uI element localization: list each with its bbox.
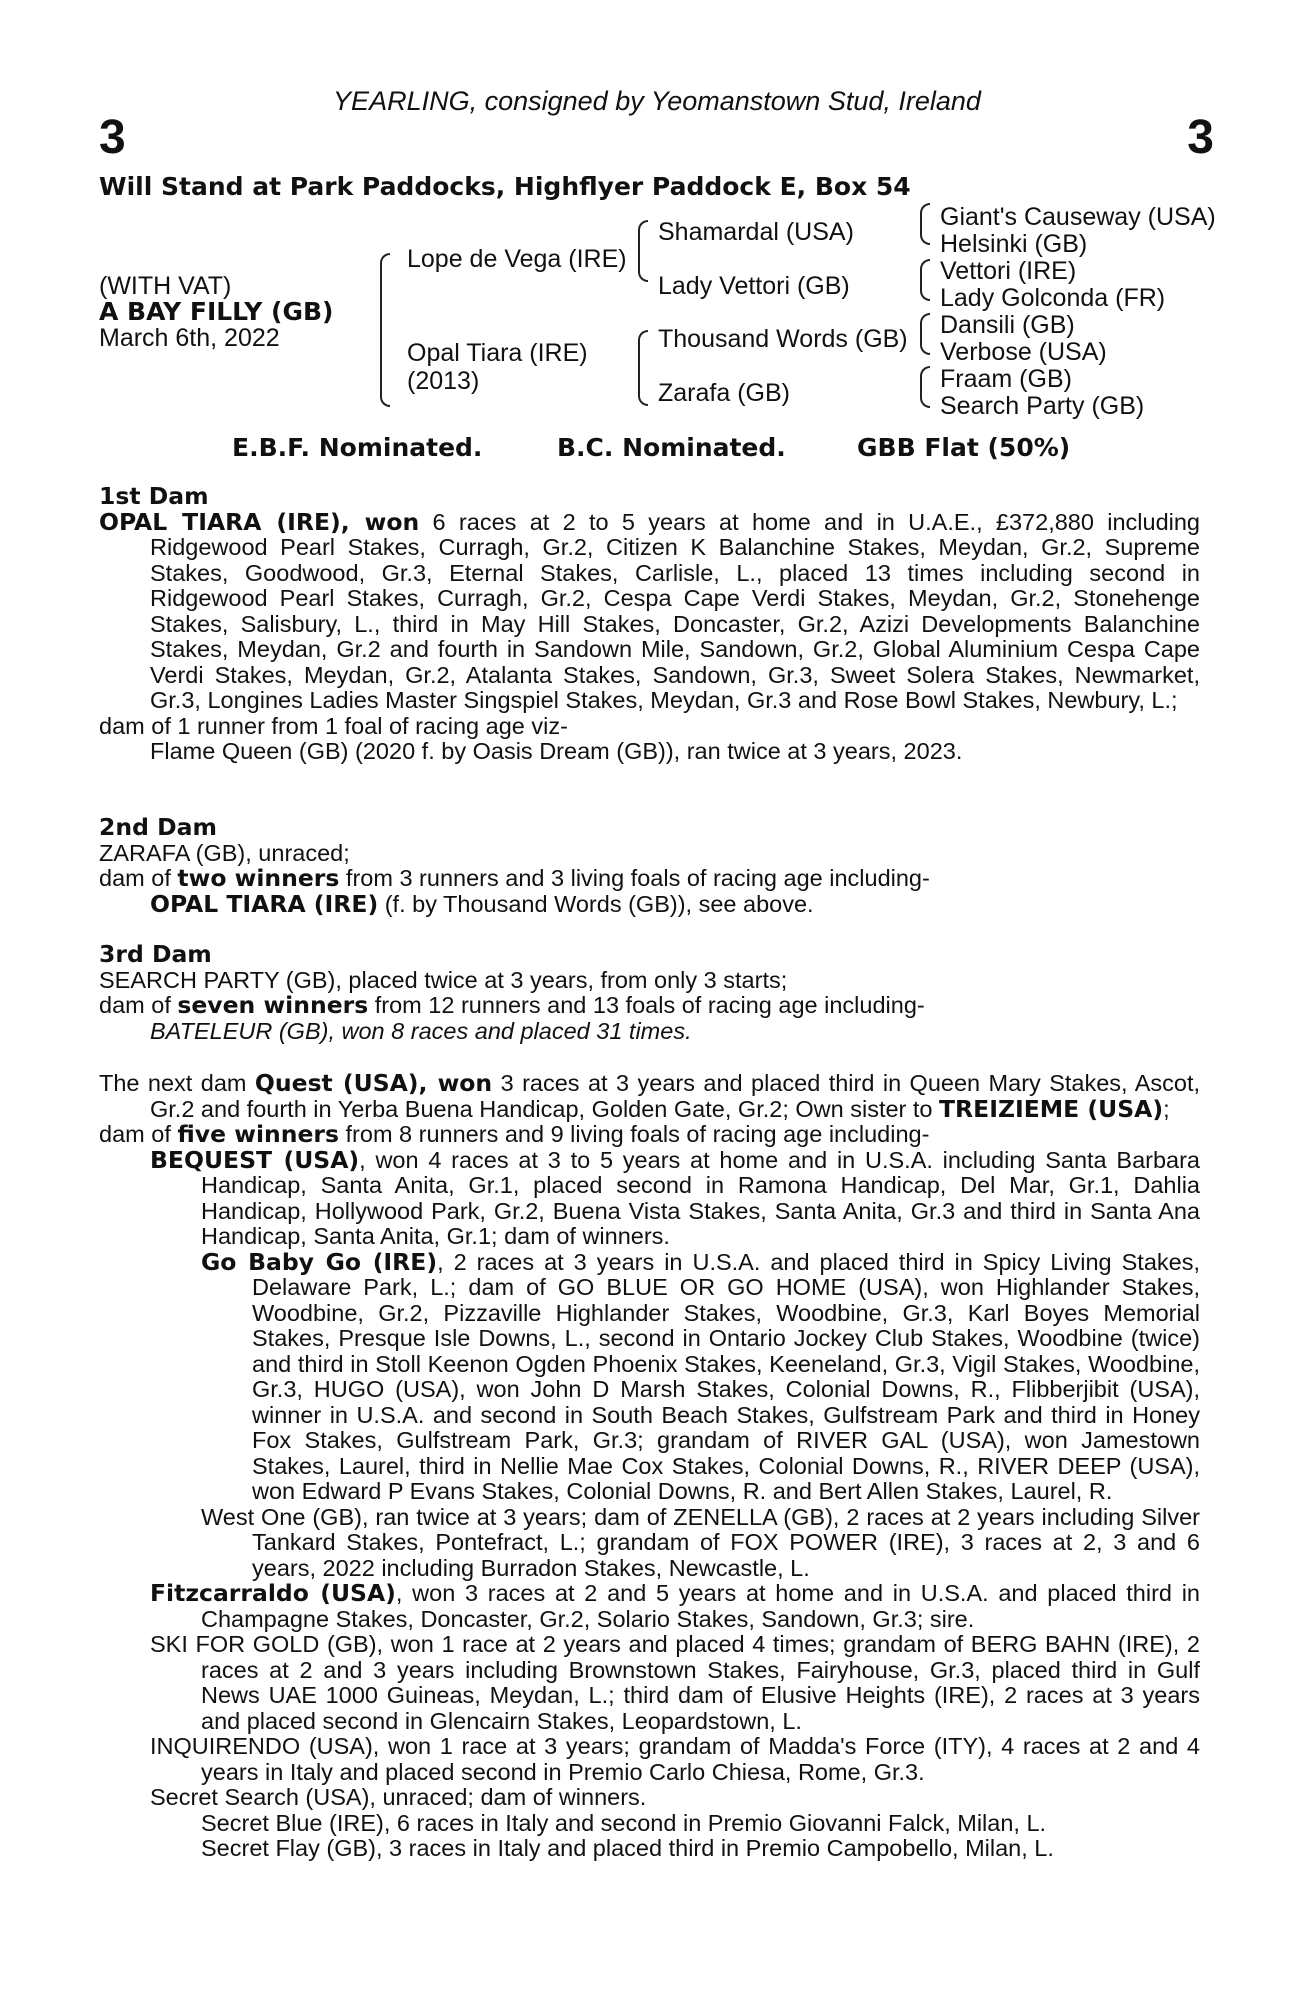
- pedigree-dsd: Verbose (USA): [940, 338, 1107, 366]
- pedigree-dds: Fraam (GB): [940, 365, 1072, 393]
- third-dam-foal: BATELEUR (GB), won 8 races and placed 31 times.: [150, 1017, 692, 1044]
- west-one-entry: West One (GB), ran twice at 3 years; dam of ZENELLA (GB), 2 races at 2 years including Silver Tankard Stakes, Pontefract, L.; grandam of FOX POWER (IRE), 3 races at 2, 3 and 6 years, 2022 including Burradon Stakes, Newcastle, L.: [201, 1503, 1200, 1581]
- pedigree-brace-dd: [920, 366, 930, 408]
- ebf-nominated: E.B.F. Nominated.: [232, 433, 483, 462]
- pedigree-ddd: Search Party (GB): [940, 392, 1145, 420]
- pedigree-brace-dam: [638, 330, 648, 406]
- first-dam-foal: Flame Queen (GB) (2020 f. by Oasis Dream (GB)), ran twice at 3 years, 2023.: [150, 738, 963, 764]
- pedigree-sire-sire: Shamardal (USA): [658, 218, 854, 246]
- pedigree-sire-dam: Lady Vettori (GB): [658, 272, 850, 300]
- catalogue-header: YEARLING, consigned by Yeomanstown Stud, Ireland: [333, 86, 981, 116]
- second-dam-section: [99, 815, 1200, 917]
- pedigree-dam-dam: Zarafa (GB): [658, 379, 790, 407]
- second-dam-line: ZARAFA (GB), unraced;: [99, 839, 350, 866]
- first-dam-body: 6 races at 2 to 5 years at home and in U.A.E., £372,880 including Ridgewood Pearl Stakes, Curragh, Gr.2, Citizen K Balanchine Stakes, Meydan, Gr.2, Supreme Stakes, Goodwood, Gr.3, Eternal Stakes, Carlisle, L., placed 13 times including second in Ridgewood Pearl Stakes, Curragh, Gr.2, Cespa Cape Verdi Stakes, Meydan, Gr.2, Stonehenge Stakes, Salisbury, L., third in May Hill Stakes, Doncaster, Gr.2, Azizi Developments Balanchine Stakes, Meydan, Gr.2 and fourth in Sandown Mile, Sandown, Gr.2, Global Aluminium Cespa Cape Verdi Stakes, Meydan, Gr.2, Atalanta Stakes, Sandown, Gr.3, Sweet Solera Stakes, Newmarket, Gr.3, Longines Ladies Master Singspiel Stakes, Meydan, Gr.3 and Rose Bowl Stakes, Newbury, L.;: [150, 508, 1200, 713]
- first-dam-produce-intro: dam of 1 runner from 1 foal of racing age viz-: [99, 712, 568, 739]
- first-dam-heading: 1st Dam: [99, 482, 209, 510]
- horse-name: A BAY FILLY (GB): [99, 297, 334, 326]
- secret-flay-entry: Secret Flay (GB), 3 races in Italy and placed third in Premio Campobello, Milan, L.: [201, 1835, 1054, 1861]
- vat-note: (WITH VAT): [99, 272, 232, 300]
- pedigree-dam-sire: Thousand Words (GB): [658, 325, 908, 353]
- pedigree-dam: Opal Tiara (IRE): [407, 339, 588, 367]
- pedigree-brace-ss: [920, 203, 930, 245]
- third-dam-produce-intro: dam of seven winners from 12 runners and 13 foals of racing age including-: [99, 991, 925, 1019]
- lot-number-right: 3: [1187, 111, 1214, 164]
- third-dam-heading: 3rd Dam: [99, 940, 212, 968]
- pedigree-brace-sd: [920, 259, 930, 301]
- first-dam-record: OPAL TIARA (IRE), won 6 races at 2 to 5 years at home and in U.A.E., £372,880 including Ridgewood Pearl Stakes, Curragh, Gr.2, Citizen K Balanchine Stakes, Meydan, Gr.2, Supreme Stakes, Goodwood, Gr.3, Eternal Stakes, Carlisle, L., placed 13 times including second in Ridgewood Pearl Stakes, Curragh, Gr.2, Cespa Cape Verdi Stakes, Meydan, Gr.2, Stonehenge Stakes, Salisbury, L., third in May Hill Stakes, Doncaster, Gr.2, Azizi Developments Balanchine Stakes, Meydan, Gr.2 and fourth in Sandown Mile, Sandown, Gr.2, Global Aluminium Cespa Cape Verdi Stakes, Meydan, Gr.2, Atalanta Stakes, Sandown, Gr.3, Sweet Solera Stakes, Newmarket, Gr.3, Longines Ladies Master Singspiel Stakes, Meydan, Gr.3 and Rose Bowl Stakes, Newbury, L.;: [99, 507, 1200, 713]
- pedigree-ssd: Helsinki (GB): [940, 230, 1088, 258]
- next-dam-record: The next dam Quest (USA), won 3 races at 3 years and placed third in Queen Mary Stakes, Ascot, Gr.2 and fourth in Yerba Buena Handicap, Golden Gate, Gr.2; Own sister to TREIZIEME (USA);: [99, 1069, 1200, 1123]
- pedigree-dss: Dansili (GB): [940, 311, 1075, 339]
- next-dam-section: [99, 1071, 1200, 1862]
- second-dam-heading: 2nd Dam: [99, 813, 217, 841]
- gbb-flat: GBB Flat (50%): [857, 433, 1071, 462]
- first-dam-name: OPAL TIARA (IRE): [99, 507, 341, 536]
- pedigree-sdd: Lady Golconda (FR): [940, 284, 1166, 312]
- ski-for-gold-entry: SKI FOR GOLD (GB), won 1 race at 2 years and placed 4 times; grandam of BERG BAHN (IRE), 2 races at 2 and 3 years including Brownstown Stakes, Fairyhouse, Gr.3, placed third in Gulf News UAE 1000 Guineas, Meydan, L.; third dam of Elusive Heights (IRE), 2 races at 3 years and placed second in Glencairn Stakes, Leopardstown, L.: [150, 1631, 1200, 1734]
- pedigree-sds: Vettori (IRE): [940, 257, 1077, 285]
- fitzcarraldo-entry: Fitzcarraldo (USA), won 3 races at 2 and 5 years at home and in U.S.A. and placed third in Champagne Stakes, Doncaster, Gr.2, Solario Stakes, Sandown, Gr.3; sire.: [150, 1579, 1200, 1632]
- lot-number-left: 3: [99, 111, 126, 164]
- second-dam-produce-intro: dam of two winners from 3 runners and 3 living foals of racing age including-: [99, 864, 930, 892]
- next-dam-produce-intro: dam of five winners from 8 runners and 9 living foals of racing age including-: [99, 1120, 930, 1148]
- first-dam-section: [99, 484, 1200, 765]
- bc-nominated: B.C. Nominated.: [557, 433, 786, 462]
- secret-blue-entry: Secret Blue (IRE), 6 races in Italy and second in Premio Giovanni Falck, Milan, L.: [201, 1809, 1047, 1836]
- third-dam-section: [99, 942, 1200, 1044]
- pedigree-dam-year: (2013): [407, 367, 480, 395]
- first-dam-won: won: [364, 507, 420, 536]
- inquirendo-entry: INQUIRENDO (USA), won 1 race at 3 years; grandam of Madda's Force (ITY), 4 races at 2 and 4 years in Italy and placed second in Premio Carlo Chiesa, Rome, Gr.3.: [150, 1733, 1200, 1785]
- go-baby-go-entry: Go Baby Go (IRE), 2 races at 3 years in U.S.A. and placed third in Spicy Living Stakes, Delaware Park, L.; dam of GO BLUE OR GO HOME (USA), won Highlander Stakes, Woodbine, Gr.2, Pizzaville Highlander Stakes, Woodbine, Gr.3, Karl Boyes Memorial Stakes, Presque Isle Downs, L., second in Ontario Jockey Club Stakes, Woodbine (twice) and third in Stoll Keenon Ogden Phoenix Stakes, Keeneland, Gr.3, Vigil Stakes, Woodbine, Gr.3, HUGO (USA), won John D Marsh Stakes, Colonial Downs, R., Flibberjibit (USA), winner in U.S.A. and second in South Beach Stakes, Gulfstream Park and third in Honey Fox Stakes, Gulfstream Park, Gr.3; grandam of RIVER GAL (USA), won Jamestown Stakes, Laurel, third in Nellie Mae Cox Stakes, Colonial Downs, R., RIVER DEEP (USA), won Edward P Evans Stakes, Colonial Downs, R. and Bert Allen Stakes, Laurel, R.: [201, 1247, 1200, 1504]
- pedigree-brace-ds: [920, 313, 930, 355]
- second-dam-foal: OPAL TIARA (IRE) (f. by Thousand Words (GB)), see above.: [150, 889, 814, 918]
- pedigree-sire: Lope de Vega (IRE): [407, 245, 627, 273]
- pedigree-brace-sire: [638, 220, 648, 282]
- pedigree-brace-main: [380, 253, 390, 407]
- horse-dob: March 6th, 2022: [99, 324, 280, 352]
- pedigree-sss: Giant's Causeway (USA): [940, 203, 1216, 231]
- secret-search-entry: Secret Search (USA), unraced; dam of winners.: [150, 1784, 647, 1810]
- bequest-entry: BEQUEST (USA), won 4 races at 3 to 5 years at home and in U.S.A. including Santa Barbara Handicap, Santa Anita, Gr.1, placed second in Ramona Handicap, Del Mar, Gr.1, Dahlia Handicap, Hollywood Park, Gr.2, Buena Vista Stakes, Santa Anita, Gr.3 and third in Santa Ana Handicap, Santa Anita, Gr.1; dam of winners.: [150, 1145, 1200, 1249]
- stand-location: Will Stand at Park Paddocks, Highflyer Paddock E, Box 54: [99, 172, 911, 201]
- third-dam-line: SEARCH PARTY (GB), placed twice at 3 years, from only 3 starts;: [99, 966, 788, 993]
